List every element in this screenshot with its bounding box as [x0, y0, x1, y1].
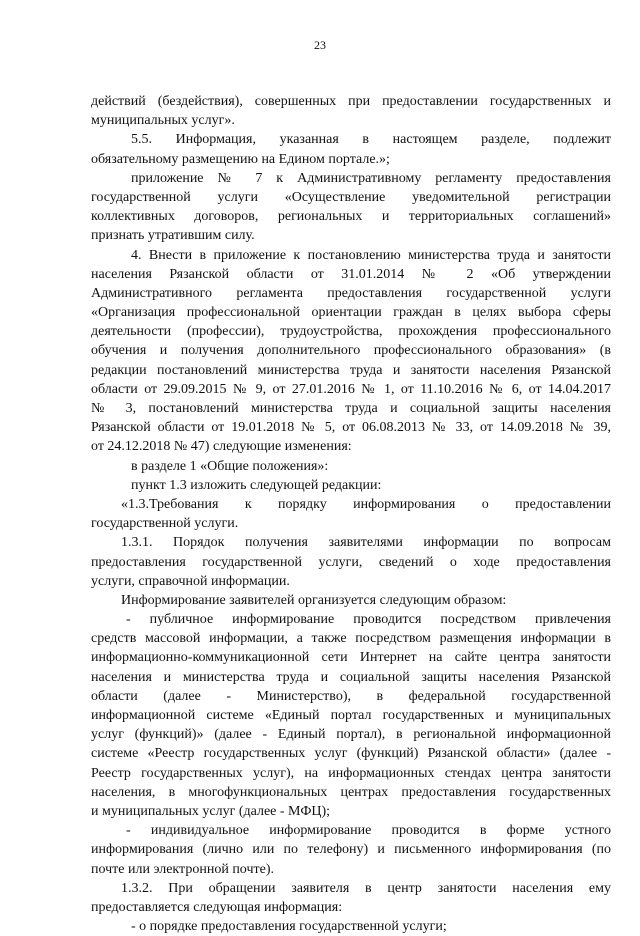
text-line: обязательному размещению на Едином портале.»; [91, 151, 390, 167]
text-line: обучения и получения дополнительного профессионального образования» (в [91, 343, 611, 359]
text-line: признать утратившим силу. [91, 228, 255, 244]
text-line: населения, в многофункциональных центрах предоставления государственных [91, 784, 611, 800]
text-line: в разделе 1 «Общие положения»: [131, 458, 329, 474]
text-line: информационной системе «Единый портал государственных и муниципальных [91, 708, 611, 723]
text-line: Административного регламента предоставления государственной услуги [91, 285, 611, 301]
text-line: информирования (лично или по телефону) и письменного информирования (по [91, 842, 611, 858]
text-line: - публичное информирование проводится посредством привлечения [126, 612, 611, 628]
text-line: Информирование заявителей организуется следующим образом: [121, 592, 507, 608]
text-line: государственной услуги «Осуществление уведомительной регистрации [91, 189, 611, 205]
text-line: 5.5. Информация, указанная в настоящем разделе, подлежит [131, 132, 611, 148]
text-line: области (далее - Министерство), в федеральной государственной [91, 688, 611, 704]
text-line: муниципальных услуг». [91, 113, 235, 129]
page-number: 23 [314, 38, 326, 52]
text-line: деятельности (профессии), трудоустройства, прохождения профессионального [91, 324, 611, 340]
text-line: № 3, постановлений министерства труда и социальной защиты населения [91, 401, 611, 416]
text-line: предоставляется следующая информация: [91, 899, 343, 915]
text-line: действий (бездействия), совершенных при предоставлении государственных и [91, 94, 611, 109]
text-line: услуг (функций)» (далее - Единый портал), в региональной информационной [91, 727, 611, 743]
text-line: информационно-коммуникационной сети Интернет на сайте центра занятости [91, 650, 611, 666]
text-line: системе «Реестр государственных услуг (функций) Рязанской области» (далее - [91, 746, 611, 762]
text-line: средств массовой информации, а также посредством размещения информации в [91, 631, 611, 647]
text-line: Рязанской области от 19.01.2018 № 5, от 06.08.2013 № 33, от 14.09.2018 № 39, [91, 420, 611, 436]
text-line: и муниципальных услуг (далее - МФЦ); [91, 803, 331, 819]
text-line: 1.3.2. При обращении заявителя в центр занятости населения ему [121, 880, 611, 896]
text-line: коллективных договоров, региональных и территориальных соглашений» [91, 209, 611, 225]
text-line: населения и министерства труда и социальной защиты населения Рязанской [91, 669, 611, 685]
text-line: государственной услуги. [91, 516, 239, 532]
document-body [91, 92, 611, 936]
text-line: 1.3.1. Порядок получения заявителями информации по вопросам [121, 535, 611, 551]
text-line: населения Рязанской области от 31.01.2014 № 2 «Об утверждении [91, 266, 611, 282]
text-line: от 24.12.2018 № 47) следующие изменения: [91, 439, 352, 455]
text-line: приложение № 7 к Административному регламенту предоставления [131, 170, 611, 186]
text-line: 4. Внести в приложение к постановлению министерства труда и занятости [131, 247, 611, 263]
text-line: «Организация профессиональной ориентации граждан в целях выбора сферы [91, 305, 611, 321]
text-line: услуги, справочной информации. [91, 573, 290, 589]
text-line: почте или электронной почте). [91, 861, 274, 877]
text-line: - о порядке предоставления государственной услуги; [131, 919, 447, 935]
text-line: пункт 1.3 изложить следующей редакции: [131, 477, 382, 493]
text-line: редакции постановлений министерства труда и занятости населения Рязанской [91, 362, 611, 378]
text-line: области от 29.09.2015 № 9, от 27.01.2016 № 1, от 11.10.2016 № 6, от 14.04.2017 [91, 381, 611, 397]
text-line: Реестр государственных услуг), на информационных стендах центра занятости [91, 765, 611, 781]
text-line: - индивидуальное информирование проводится в форме устного [126, 823, 611, 839]
text-line: предоставления государственной услуги, сведений о ходе предоставления [91, 554, 611, 570]
text-line: «1.3.Требования к порядку информирования о предоставлении [121, 496, 611, 512]
